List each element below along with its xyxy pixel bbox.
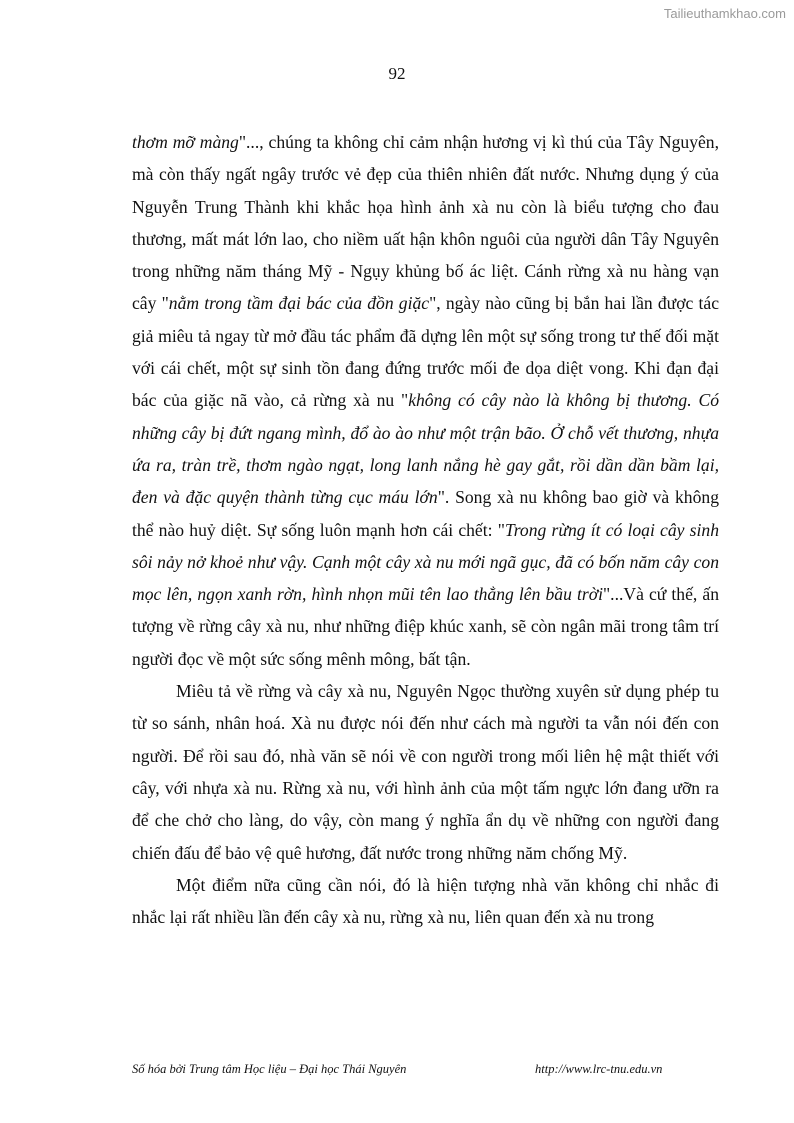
text-segment: Một điểm nữa cũng cần nói, đó là hiện tượng nhà văn không chỉ nhắc đi nhắc lại rất nhiều lần đến cây xà nu, rừng xà nu, liên quan đến xà nu trong <box>132 874 719 928</box>
text-segment: ", ngày nào cũng bị bắn hai lần được tác giả miêu tả ngay từ mở đầu tác phẩm đã dựng lên một sự sống trong tư thế đối mặt với cái chết, một sự sinh tồn đang đứng trước mối đe dọa diệt vong. Khi đạn đại bác của giặc nã vào, cả rừng xà nu " <box>132 293 719 411</box>
text-segment-italic: nằm trong tầm đại bác của đồn giặc <box>168 293 430 314</box>
text-segment-italic: thơm mỡ màng <box>132 132 239 152</box>
watermark-text: Tailieuthamkhao.com <box>663 6 786 21</box>
footer-source: Số hóa bởi Trung tâm Học liệu – Đại học Thái Nguyên <box>132 1062 407 1076</box>
text-segment-italic: Trong rừng ít có loại cây sinh sôi nảy nở khoẻ như vậy. Cạnh một cây xà nu mới ngã gục, đã có bốn năm cây con mọc lên, ngọn xanh rờn, hình nhọn mũi tên lao thẳng lên bầu trời <box>132 519 719 605</box>
page-number: 92 <box>388 64 406 83</box>
paragraph-2 <box>132 675 719 869</box>
footer-url: http://www.lrc-tnu.edu.vn <box>535 1062 663 1076</box>
text-segment: Miêu tả về rừng và cây xà nu, Nguyên Ngọc thường xuyên sử dụng phép tu từ so sánh, nhân hoá. Xà nu được nói đến như cách mà người ta vẫn nói đến con người. Để rồi sau đó, nhà văn sẽ nói về con người trong mối liên hệ mật thiết với cây, với nhựa xà nu. Rừng xà nu, với hình ảnh của một tấm ngực lớn đang ưỡn ra để che chở cho làng, do vậy, còn mang ý nghĩa ẩn dụ về những con người đang chiến đấu để bảo vệ quê hương, đất nước trong những năm chống Mỹ. <box>132 681 719 863</box>
text-segment: ". Song xà nu không bao giờ và không thể nào huỷ diệt. Sự sống luôn mạnh hơn cái chết: " <box>132 487 719 540</box>
paragraph-1 <box>132 126 719 675</box>
text-segment: "...Và cứ thế, ấn tượng về rừng cây xà nu, như những điệp khúc xanh, sẽ còn ngân mãi trong tâm trí người đọc về một sức sống mênh mông, bất tận. <box>132 584 719 669</box>
text-segment-italic: không có cây nào là không bị thương. Có những cây bị đứt ngang mình, đổ ào ào như một trận bão. Ở chỗ vết thương, nhựa ứa ra, tràn trề, thơm ngào ngạt, long lanh nắng hè gay gắt, rồi dần dần bầm lại, đen và đặc quyện thành từng cục máu lớn <box>132 390 719 508</box>
paragraph-3 <box>132 869 719 934</box>
text-segment: "..., chúng ta không chỉ cảm nhận hương vị kì thú của Tây Nguyên, mà còn thấy ngất ngây trước vẻ đẹp của thiên nhiên đất nước. Nhưng dụng ý của Nguyễn Trung Thành khi khắc họa hình ảnh xà nu còn là biểu tượng cho đau thương, mất mát lớn lao, cho niềm uất hận khôn nguôi của người dân Tây Nguyên trong những năm tháng Mỹ - Ngụy khủng bố ác liệt. Cánh rừng xà nu hàng vạn cây " <box>132 132 719 314</box>
body-text <box>132 126 719 933</box>
